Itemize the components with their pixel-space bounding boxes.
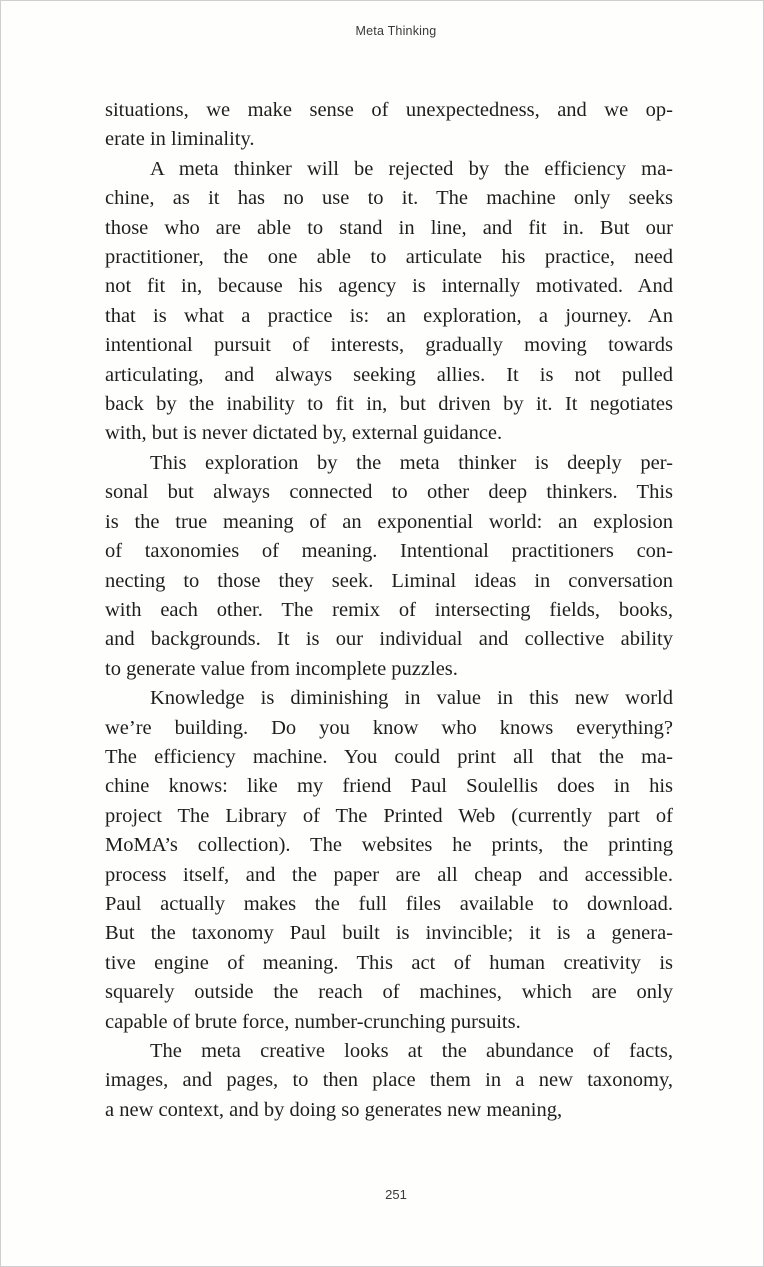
text-line: A meta thinker will be rejected by the efficiency ma- <box>150 157 673 180</box>
text-line: articulating, and always seeking allies. It is not pulled <box>105 363 673 386</box>
paragraph <box>105 1037 673 1125</box>
text-line: with, but is never dictated by, external guidance. <box>105 422 503 445</box>
text-line: This exploration by the meta thinker is deeply per- <box>150 451 673 474</box>
text-line: that is what a practice is: an exploration, a journey. An <box>105 304 673 327</box>
text-line: chine, as it has no use to it. The machine only seeks <box>105 187 673 210</box>
text-line: Knowledge is diminishing in value in this new world <box>150 687 673 710</box>
page-number: 251 <box>385 1187 407 1202</box>
text-line: practitioner, the one able to articulate his practice, need <box>105 246 673 269</box>
paragraph <box>105 684 673 1037</box>
text-line: erate in liminality. <box>105 128 255 151</box>
text-line: The meta creative looks at the abundance of facts, <box>150 1040 673 1062</box>
paragraph <box>105 155 673 449</box>
text-line: is the true meaning of an exponential world: an explosion <box>105 510 673 533</box>
text-line: with each other. The remix of intersecting fields, books, <box>105 598 673 621</box>
text-line: tive engine of meaning. This act of human creativity is <box>105 951 673 974</box>
text-line: Paul actually makes the full files available to download. <box>105 892 673 915</box>
paragraph <box>105 449 673 684</box>
text-line: back by the inability to fit in, but driven by it. It negotiates <box>105 393 673 416</box>
text-line: situations, we make sense of unexpectedness, and we op- <box>105 99 673 121</box>
running-head: Meta Thinking <box>355 24 437 38</box>
text-line: and backgrounds. It is our individual and collective ability <box>105 628 673 651</box>
text-line: sonal but always connected to other deep thinkers. This <box>105 481 673 504</box>
text-line: The efficiency machine. You could print all that the ma- <box>105 745 673 768</box>
text-line: we’re building. Do you know who knows everything? <box>105 716 673 739</box>
text-line: those who are able to stand in line, and fit in. But our <box>105 216 673 239</box>
text-line: MoMA’s collection). The websites he prints, the printing <box>105 834 673 857</box>
text-line: images, and pages, to then place them in a new taxonomy, <box>105 1069 673 1092</box>
text-line: But the taxonomy Paul built is invincible; it is a genera- <box>105 922 673 945</box>
text-line: squarely outside the reach of machines, which are only <box>105 981 673 1004</box>
paragraph <box>105 96 673 155</box>
text-line: capable of brute force, number-crunching pursuits. <box>105 1010 521 1033</box>
text-line: intentional pursuit of interests, gradually moving towards <box>105 334 673 357</box>
text-line: to generate value from incomplete puzzles. <box>105 657 458 680</box>
text-line: a new context, and by doing so generates new meaning, <box>105 1098 563 1121</box>
text-line: chine knows: like my friend Paul Soulellis does in his <box>105 775 673 798</box>
text-line: necting to those they seek. Liminal ideas in conversation <box>105 569 673 592</box>
text-line: process itself, and the paper are all cheap and accessible. <box>105 863 673 886</box>
body-text <box>105 96 673 1125</box>
text-line: of taxonomies of meaning. Intentional practitioners con- <box>105 540 673 563</box>
text-line: project The Library of The Printed Web (currently part of <box>105 804 673 827</box>
text-line: not fit in, because his agency is internally motivated. And <box>105 275 673 298</box>
